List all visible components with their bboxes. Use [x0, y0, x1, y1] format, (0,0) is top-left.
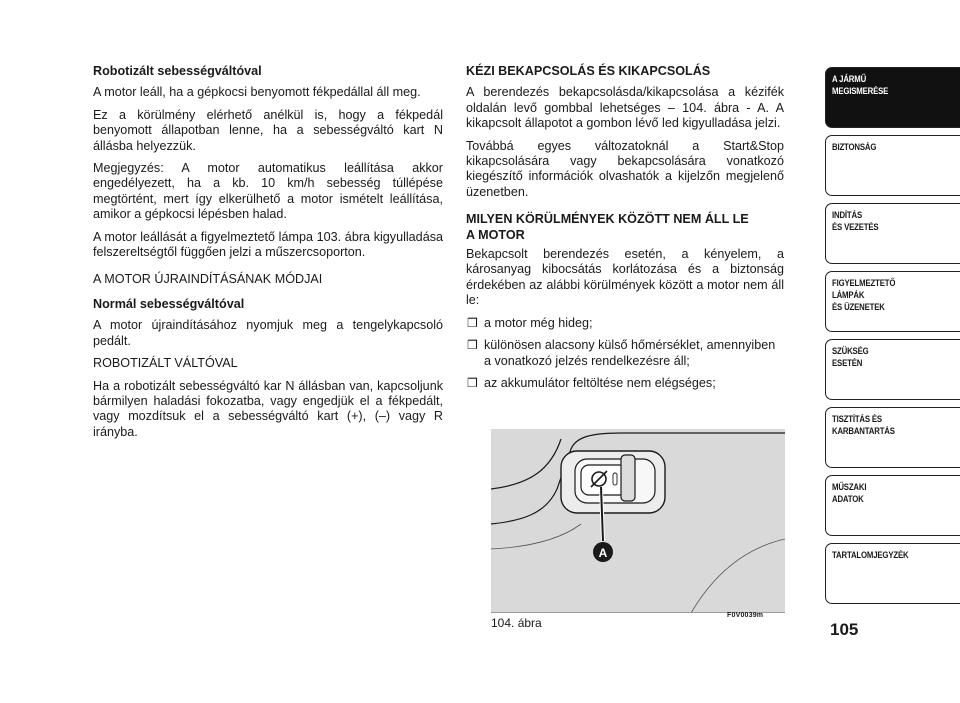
tab-warning-lights[interactable]: FIGYELMEZTETŐ LÁMPÁK ÉS ÜZENETEK	[825, 271, 960, 332]
section-heading-normal-gearbox: Normál sebességváltóval	[93, 296, 245, 311]
section-heading-robotized-gearbox: ROBOTIZÁLT VÁLTÓVAL	[93, 356, 238, 371]
tab-technical-data[interactable]: MŰSZAKI ADATOK	[825, 475, 960, 536]
conditions-list	[466, 316, 784, 392]
chapter-tabs	[825, 67, 960, 611]
paragraph: Bekapcsolt berendezés esetén, a kényelem, a károsanyag kibocsátás korlátozása és a biztonság érdekében az alábbi körülmények között a motor nem áll le:	[466, 247, 784, 308]
checkbox-bullet-icon: ❒	[467, 375, 478, 390]
section-heading-conditions	[466, 212, 784, 243]
list-item: ❒ különösen alacsony külső hőmérséklet, amennyiben a vonatkozó jelzés rendelkezésre áll;	[467, 338, 776, 368]
paragraph: Továbbá egyes változatoknál a Start&Stop kikapcsolására vagy bekapcsolására vonatkozó kiegészítő információk olvashatók a kijelzőn megjelenő üzenetben.	[466, 138, 784, 199]
right-column	[466, 64, 784, 398]
tab-index[interactable]: TARTALOMJEGYZÉK	[825, 543, 960, 604]
list-item: ❒ az akkumulátor feltöltése nem elégséges;	[467, 375, 716, 390]
figure-code: F0V0039m	[727, 612, 764, 619]
tab-maintenance[interactable]: TISZTÍTÁS ÉS KARBANTARTÁS	[825, 407, 960, 468]
paragraph: Ha a robotizált sebességváltó kar N állásban van, kapcsoljunk bármilyen haladási fokozatba, vagy engedjük el a fékpedált, vagy mozdítsuk el a sebességváltó kart (+), (–) vagy R irányba.	[93, 378, 443, 439]
section-heading-restart: A MOTOR ÚJRAINDÍTÁSÁNAK MÓDJAI	[93, 272, 323, 287]
tab-vehicle-overview[interactable]: A JÁRMŰ MEGISMERÉSE	[825, 67, 960, 128]
paragraph: Ez a körülmény elérhető anélkül is, hogy a fékpedál benyomott állapotban lenne, ha a sebességváltó kart N állásba helyezzük.	[93, 107, 443, 153]
tab-starting-driving[interactable]: INDÍTÁS ÉS VEZETÉS	[825, 203, 960, 264]
checkbox-bullet-icon: ❒	[467, 338, 478, 353]
section-heading-conditions-line1: MILYEN KÖRÜLMÉNYEK KÖZÖTT NEM ÁLL LE	[466, 212, 749, 227]
section-heading-manual-switch: KÉZI BEKAPCSOLÁS ÉS KIKAPCSOLÁS	[466, 64, 711, 78]
paragraph: Megjegyzés: A motor automatikus leállítása akkor engedélyezett, ha a kb. 10 km/h sebesség túllépése megtörtént, mert így elkerülhető a motor ismételt leállítása, amikor a gépkocsi lépésben halad.	[93, 161, 443, 222]
start-stop-button-drawing	[491, 429, 785, 613]
figure-104-illustration	[491, 429, 785, 613]
tab-emergency[interactable]: SZÜKSÉG ESETÉN	[825, 339, 960, 400]
list-item: ❒ a motor még hideg;	[467, 315, 593, 330]
paragraph: A motor újraindításához nyomjuk meg a tengelykapcsoló pedált.	[93, 318, 443, 348]
tab-safety[interactable]: BIZTONSÁG	[825, 135, 960, 196]
paragraph: A berendezés bekapcsolásda/kikapcsolása a kézifék oldalán levő gombbal lehetséges – 104. ábra - A. A kikapcsolt állapotot a gombon lévő led kigyulladása jelzi.	[466, 85, 784, 131]
callout-a-label: A	[598, 546, 608, 560]
section-heading-robotized: Robotizált sebességváltóval	[93, 64, 262, 78]
checkbox-bullet-icon: ❒	[467, 315, 478, 330]
section-heading-conditions-line2: A MOTOR	[466, 227, 525, 242]
page-number: 105	[830, 620, 859, 639]
figure-caption: 104. ábra	[491, 616, 542, 630]
paragraph: A motor leáll, ha a gépkocsi benyomott fékpedállal áll meg.	[93, 85, 421, 100]
left-column	[93, 64, 443, 447]
paragraph: A motor leállását a figyelmeztető lámpa 103. ábra kigyulladása felszereltségtől függően jelzi a műszercsoporton.	[93, 229, 443, 260]
